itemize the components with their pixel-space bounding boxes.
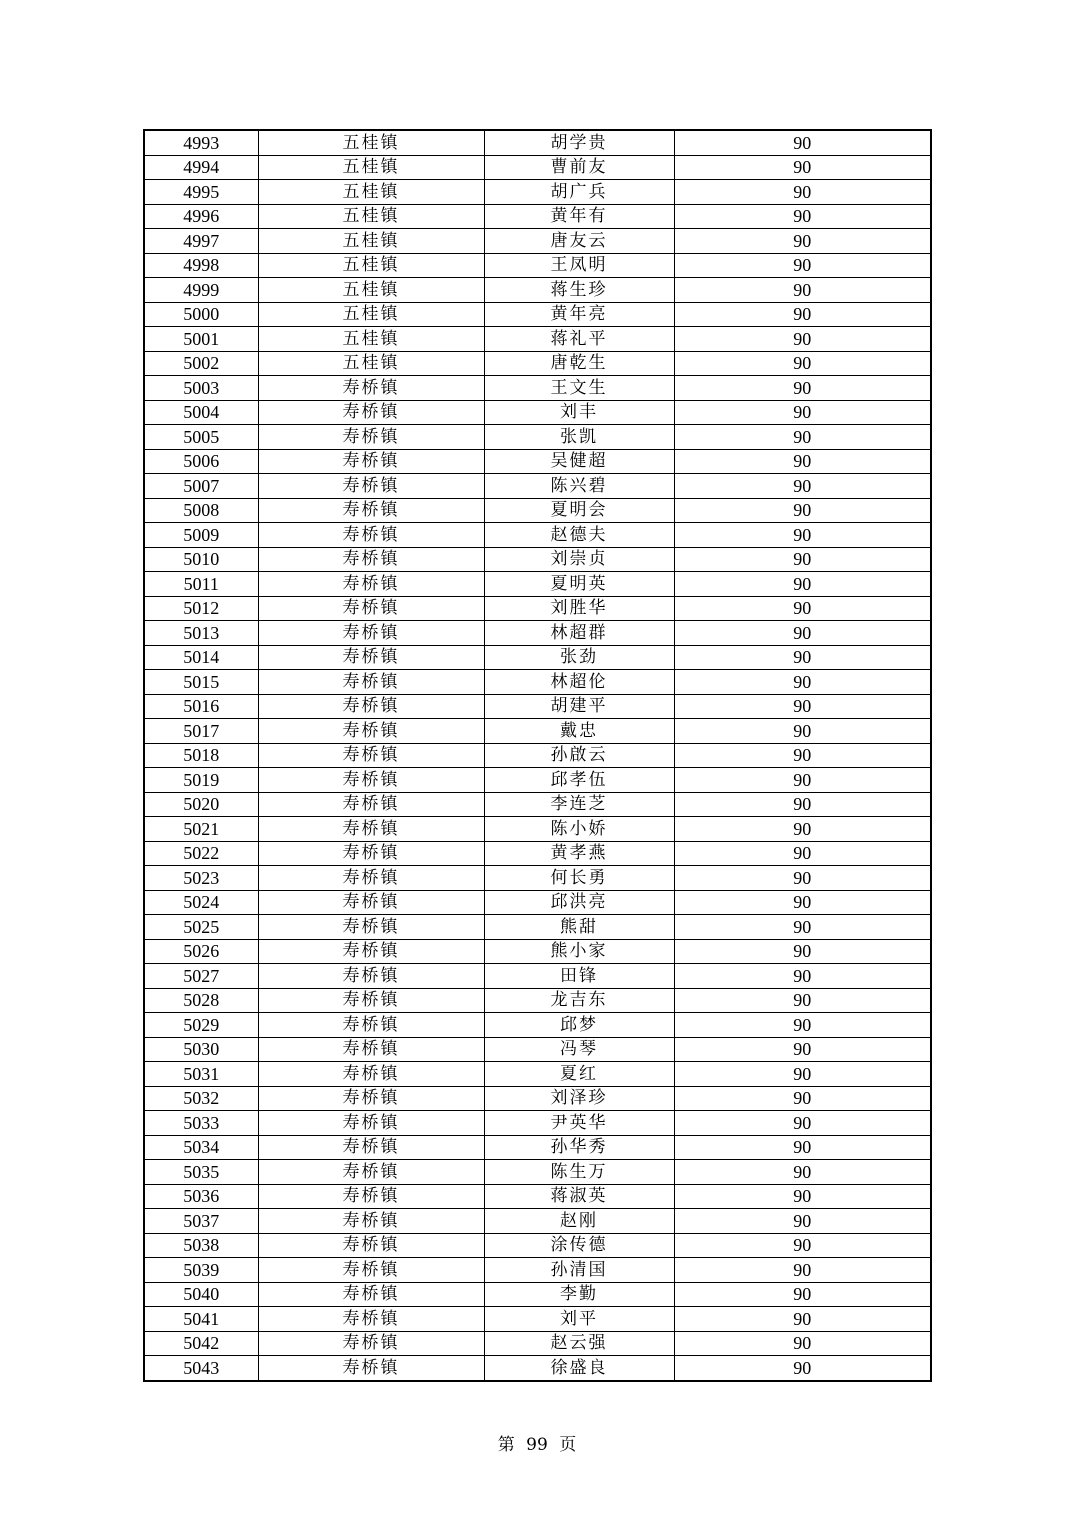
row-number-cell: 5012 [144,596,258,621]
town-cell: 寿桥镇 [258,841,484,866]
score-cell: 90 [674,1062,931,1087]
row-number-cell: 5004 [144,400,258,425]
table-row [144,523,931,548]
town-cell: 五桂镇 [258,130,484,155]
row-number-cell: 5001 [144,327,258,352]
score-cell: 90 [674,768,931,793]
row-number-cell: 5042 [144,1331,258,1356]
town-cell: 寿桥镇 [258,376,484,401]
table-row [144,768,931,793]
town-cell: 五桂镇 [258,253,484,278]
table-row [144,302,931,327]
person-name-cell: 尹英华 [484,1111,674,1136]
town-cell: 寿桥镇 [258,621,484,646]
town-cell: 寿桥镇 [258,939,484,964]
town-cell: 寿桥镇 [258,670,484,695]
town-cell: 寿桥镇 [258,988,484,1013]
score-cell: 90 [674,498,931,523]
table-row [144,547,931,572]
person-name-cell: 陈生万 [484,1160,674,1185]
row-number-cell: 5028 [144,988,258,1013]
town-cell: 寿桥镇 [258,792,484,817]
person-name-cell: 戴忠 [484,719,674,744]
person-name-cell: 张劲 [484,645,674,670]
town-cell: 五桂镇 [258,180,484,205]
table-row [144,1233,931,1258]
row-number-cell: 5040 [144,1282,258,1307]
row-number-cell: 5015 [144,670,258,695]
table-row [144,866,931,891]
town-cell: 寿桥镇 [258,1037,484,1062]
table-row [144,498,931,523]
person-name-cell: 邱孝伍 [484,768,674,793]
score-cell: 90 [674,915,931,940]
town-cell: 寿桥镇 [258,743,484,768]
row-number-cell: 5030 [144,1037,258,1062]
row-number-cell: 5039 [144,1258,258,1283]
row-number-cell: 5029 [144,1013,258,1038]
town-cell: 寿桥镇 [258,1086,484,1111]
row-number-cell: 5034 [144,1135,258,1160]
person-name-cell: 冯琴 [484,1037,674,1062]
row-number-cell: 5037 [144,1209,258,1234]
row-number-cell: 4996 [144,204,258,229]
table-row [144,817,931,842]
row-number-cell: 4999 [144,278,258,303]
person-name-cell: 涂传德 [484,1233,674,1258]
score-cell: 90 [674,1086,931,1111]
score-cell: 90 [674,400,931,425]
table-row [144,351,931,376]
table-row [144,988,931,1013]
score-cell: 90 [674,1037,931,1062]
person-name-cell: 邱梦 [484,1013,674,1038]
row-number-cell: 4995 [144,180,258,205]
score-cell: 90 [674,817,931,842]
row-number-cell: 5032 [144,1086,258,1111]
row-number-cell: 5000 [144,302,258,327]
table-row [144,719,931,744]
person-name-cell: 刘泽珍 [484,1086,674,1111]
town-cell: 寿桥镇 [258,915,484,940]
row-number-cell: 5024 [144,890,258,915]
score-cell: 90 [674,1184,931,1209]
table-row [144,645,931,670]
score-cell: 90 [674,743,931,768]
row-number-cell: 5027 [144,964,258,989]
table-row [144,670,931,695]
town-cell: 五桂镇 [258,204,484,229]
row-number-cell: 5011 [144,572,258,597]
table-row [144,1160,931,1185]
person-name-cell: 胡学贵 [484,130,674,155]
score-cell: 90 [674,474,931,499]
score-cell: 90 [674,1135,931,1160]
town-cell: 寿桥镇 [258,1062,484,1087]
score-cell: 90 [674,841,931,866]
row-number-cell: 5006 [144,449,258,474]
table-row [144,229,931,254]
table-row [144,1209,931,1234]
town-cell: 寿桥镇 [258,474,484,499]
score-cell: 90 [674,449,931,474]
table-row [144,939,931,964]
table-row [144,1013,931,1038]
row-number-cell: 5038 [144,1233,258,1258]
person-name-cell: 林超群 [484,621,674,646]
town-cell: 寿桥镇 [258,694,484,719]
row-number-cell: 4998 [144,253,258,278]
person-name-cell: 陈兴碧 [484,474,674,499]
town-cell: 寿桥镇 [258,866,484,891]
table-row [144,1282,931,1307]
table-row [144,400,931,425]
row-number-cell: 5036 [144,1184,258,1209]
score-cell: 90 [674,1258,931,1283]
score-cell: 90 [674,1331,931,1356]
person-name-cell: 林超伦 [484,670,674,695]
table-row [144,449,931,474]
table-row [144,327,931,352]
person-name-cell: 蒋淑英 [484,1184,674,1209]
score-cell: 90 [674,1160,931,1185]
person-name-cell: 田锋 [484,964,674,989]
person-name-cell: 黄年有 [484,204,674,229]
score-cell: 90 [674,572,931,597]
score-cell: 90 [674,278,931,303]
score-cell: 90 [674,694,931,719]
row-number-cell: 5018 [144,743,258,768]
roster-table [143,129,932,1382]
row-number-cell: 5013 [144,621,258,646]
town-cell: 寿桥镇 [258,1356,484,1381]
person-name-cell: 熊甜 [484,915,674,940]
table-row [144,572,931,597]
row-number-cell: 5031 [144,1062,258,1087]
table-row [144,1062,931,1087]
table-row [144,155,931,180]
person-name-cell: 黄孝燕 [484,841,674,866]
row-number-cell: 5041 [144,1307,258,1332]
score-cell: 90 [674,155,931,180]
person-name-cell: 陈小娇 [484,817,674,842]
row-number-cell: 5035 [144,1160,258,1185]
score-cell: 90 [674,719,931,744]
table-row [144,621,931,646]
roster-table-body [144,130,931,1381]
person-name-cell: 孙清国 [484,1258,674,1283]
table-row [144,1037,931,1062]
table-row [144,180,931,205]
person-name-cell: 龙吉东 [484,988,674,1013]
table-row [144,474,931,499]
table-row [144,1356,931,1381]
row-number-cell: 5003 [144,376,258,401]
row-number-cell: 5033 [144,1111,258,1136]
town-cell: 寿桥镇 [258,768,484,793]
score-cell: 90 [674,645,931,670]
table-row [144,1184,931,1209]
row-number-cell: 5008 [144,498,258,523]
person-name-cell: 夏红 [484,1062,674,1087]
score-cell: 90 [674,866,931,891]
person-name-cell: 王凤明 [484,253,674,278]
row-number-cell: 5017 [144,719,258,744]
score-cell: 90 [674,1356,931,1381]
town-cell: 寿桥镇 [258,1160,484,1185]
person-name-cell: 刘崇贞 [484,547,674,572]
town-cell: 五桂镇 [258,351,484,376]
person-name-cell: 熊小家 [484,939,674,964]
row-number-cell: 5026 [144,939,258,964]
score-cell: 90 [674,1013,931,1038]
row-number-cell: 5005 [144,425,258,450]
score-cell: 90 [674,229,931,254]
page-number: 第 99 页 [497,1435,577,1455]
town-cell: 寿桥镇 [258,817,484,842]
person-name-cell: 何长勇 [484,866,674,891]
person-name-cell: 胡广兵 [484,180,674,205]
row-number-cell: 5009 [144,523,258,548]
table-row [144,694,931,719]
town-cell: 五桂镇 [258,155,484,180]
town-cell: 五桂镇 [258,327,484,352]
person-name-cell: 刘胜华 [484,596,674,621]
town-cell: 寿桥镇 [258,596,484,621]
town-cell: 五桂镇 [258,278,484,303]
score-cell: 90 [674,1209,931,1234]
score-cell: 90 [674,253,931,278]
table-row [144,964,931,989]
score-cell: 90 [674,180,931,205]
score-cell: 90 [674,204,931,229]
town-cell: 五桂镇 [258,302,484,327]
person-name-cell: 黄年亮 [484,302,674,327]
score-cell: 90 [674,890,931,915]
person-name-cell: 赵云强 [484,1331,674,1356]
town-cell: 寿桥镇 [258,1258,484,1283]
table-row [144,1135,931,1160]
score-cell: 90 [674,1307,931,1332]
score-cell: 90 [674,988,931,1013]
table-row [144,890,931,915]
person-name-cell: 李连芝 [484,792,674,817]
town-cell: 寿桥镇 [258,719,484,744]
table-row [144,915,931,940]
table-row [144,743,931,768]
score-cell: 90 [674,621,931,646]
table-row [144,1111,931,1136]
row-number-cell: 5021 [144,817,258,842]
town-cell: 寿桥镇 [258,1209,484,1234]
town-cell: 寿桥镇 [258,1282,484,1307]
score-cell: 90 [674,1233,931,1258]
person-name-cell: 唐乾生 [484,351,674,376]
score-cell: 90 [674,130,931,155]
town-cell: 寿桥镇 [258,1331,484,1356]
town-cell: 五桂镇 [258,229,484,254]
score-cell: 90 [674,964,931,989]
town-cell: 寿桥镇 [258,498,484,523]
score-cell: 90 [674,596,931,621]
table-row [144,130,931,155]
town-cell: 寿桥镇 [258,645,484,670]
row-number-cell: 4997 [144,229,258,254]
person-name-cell: 赵刚 [484,1209,674,1234]
town-cell: 寿桥镇 [258,572,484,597]
score-cell: 90 [674,302,931,327]
row-number-cell: 5020 [144,792,258,817]
person-name-cell: 李勤 [484,1282,674,1307]
person-name-cell: 徐盛良 [484,1356,674,1381]
person-name-cell: 蒋生珍 [484,278,674,303]
row-number-cell: 4993 [144,130,258,155]
person-name-cell: 刘平 [484,1307,674,1332]
score-cell: 90 [674,670,931,695]
score-cell: 90 [674,547,931,572]
score-cell: 90 [674,425,931,450]
table-row [144,792,931,817]
town-cell: 寿桥镇 [258,1233,484,1258]
person-name-cell: 夏明会 [484,498,674,523]
person-name-cell: 孙啟云 [484,743,674,768]
town-cell: 寿桥镇 [258,523,484,548]
row-number-cell: 5007 [144,474,258,499]
town-cell: 寿桥镇 [258,964,484,989]
table-row [144,841,931,866]
person-name-cell: 刘丰 [484,400,674,425]
table-row [144,376,931,401]
table-row [144,1086,931,1111]
row-number-cell: 5043 [144,1356,258,1381]
town-cell: 寿桥镇 [258,1135,484,1160]
table-row [144,1331,931,1356]
table-row [144,204,931,229]
row-number-cell: 5023 [144,866,258,891]
person-name-cell: 张凯 [484,425,674,450]
table-row [144,425,931,450]
row-number-cell: 5025 [144,915,258,940]
person-name-cell: 胡建平 [484,694,674,719]
person-name-cell: 孙华秀 [484,1135,674,1160]
person-name-cell: 夏明英 [484,572,674,597]
score-cell: 90 [674,351,931,376]
row-number-cell: 5014 [144,645,258,670]
person-name-cell: 唐友云 [484,229,674,254]
town-cell: 寿桥镇 [258,1184,484,1209]
row-number-cell: 5019 [144,768,258,793]
table-row [144,278,931,303]
score-cell: 90 [674,376,931,401]
score-cell: 90 [674,792,931,817]
town-cell: 寿桥镇 [258,1013,484,1038]
person-name-cell: 曹前友 [484,155,674,180]
score-cell: 90 [674,327,931,352]
town-cell: 寿桥镇 [258,890,484,915]
person-name-cell: 吴健超 [484,449,674,474]
town-cell: 寿桥镇 [258,547,484,572]
row-number-cell: 5022 [144,841,258,866]
table-row [144,1307,931,1332]
person-name-cell: 王文生 [484,376,674,401]
row-number-cell: 5002 [144,351,258,376]
town-cell: 寿桥镇 [258,449,484,474]
row-number-cell: 4994 [144,155,258,180]
score-cell: 90 [674,1111,931,1136]
score-cell: 90 [674,523,931,548]
table-row [144,596,931,621]
row-number-cell: 5010 [144,547,258,572]
town-cell: 寿桥镇 [258,425,484,450]
person-name-cell: 赵德夫 [484,523,674,548]
table-row [144,253,931,278]
score-cell: 90 [674,939,931,964]
person-name-cell: 邱洪亮 [484,890,674,915]
town-cell: 寿桥镇 [258,400,484,425]
score-cell: 90 [674,1282,931,1307]
town-cell: 寿桥镇 [258,1111,484,1136]
town-cell: 寿桥镇 [258,1307,484,1332]
table-row [144,1258,931,1283]
row-number-cell: 5016 [144,694,258,719]
person-name-cell: 蒋礼平 [484,327,674,352]
